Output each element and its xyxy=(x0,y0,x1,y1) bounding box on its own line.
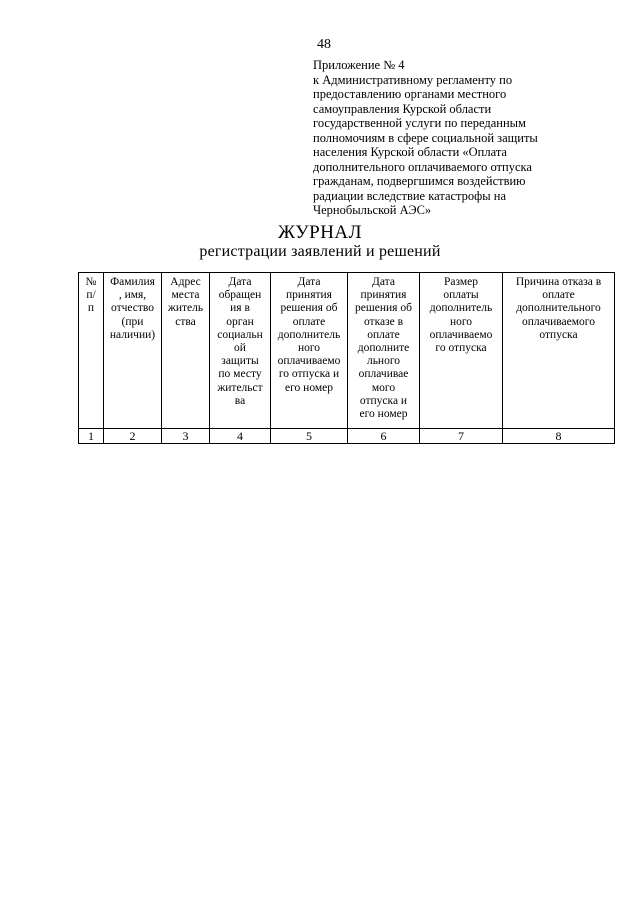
journal-subtitle: регистрации заявлений и решений xyxy=(199,243,441,260)
header-cell-address: Адрес места житель ства xyxy=(162,273,210,429)
journal-title: ЖУРНАЛ xyxy=(277,222,363,243)
register-table xyxy=(78,272,615,444)
page-number: 48 xyxy=(317,37,331,52)
header-cell-refusal-decision-date: Дата принятия решения об отказе в оплате дополните льного оплачивае мого отпуска и его номер xyxy=(348,273,420,429)
column-number-cell: 5 xyxy=(271,429,348,444)
header-cell-application-date: Дата обращен ия в орган социальн ой защиты по месту жительст ва xyxy=(210,273,271,429)
column-number-cell: 6 xyxy=(348,429,420,444)
table-header-row xyxy=(79,273,615,429)
column-number-cell: 3 xyxy=(162,429,210,444)
column-number-cell: 4 xyxy=(210,429,271,444)
annex-note: Приложение № 4 к Административному регламенту по предоставлению органами местного самоуправления Курской области государственной услуги по переданным полномочиям в сфере социальной защиты населения Курской области «Оплата дополнительного оплачиваемого отпуска гражданам, подвергшимся воздействию радиации вследствие катастрофы на Чернобыльской АЭС» xyxy=(313,58,538,217)
column-number-cell: 8 xyxy=(503,429,615,444)
column-number-cell: 2 xyxy=(104,429,162,444)
header-cell-number: № п/ п xyxy=(79,273,104,429)
header-cell-refusal-reason: Причина отказа в оплате дополнительного оплачиваемого отпуска xyxy=(503,273,615,429)
header-cell-payment-amount: Размер оплаты дополнитель ного оплачиваемо го отпуска xyxy=(420,273,503,429)
column-number-cell: 1 xyxy=(79,429,104,444)
header-cell-payment-decision-date: Дата принятия решения об оплате дополнитель ного оплачиваемо го отпуска и его номер xyxy=(271,273,348,429)
column-number-cell: 7 xyxy=(420,429,503,444)
header-cell-full-name: Фамилия , имя, отчество (при наличии) xyxy=(104,273,162,429)
column-number-row xyxy=(79,429,615,444)
